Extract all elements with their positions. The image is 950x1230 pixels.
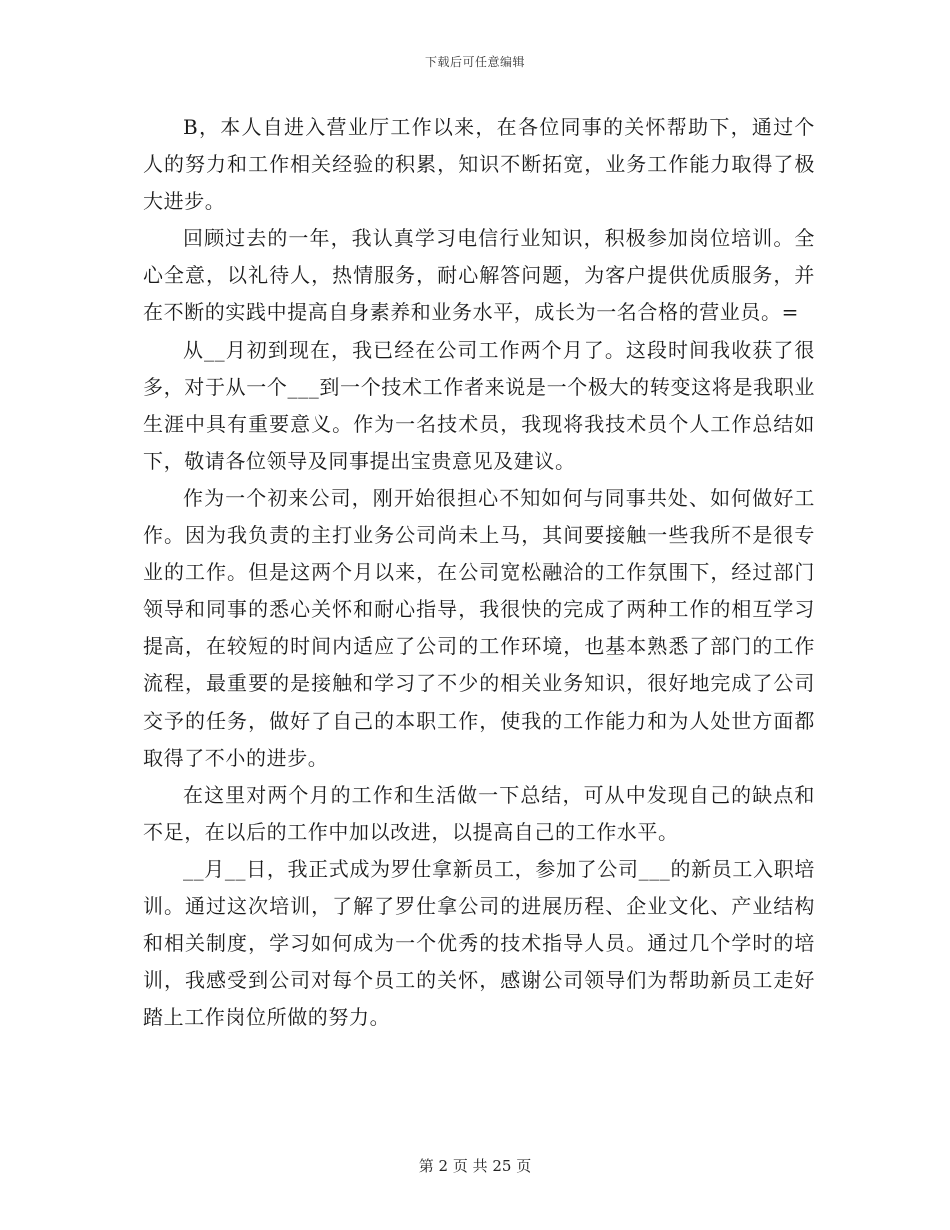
paragraph-5: 在这里对两个月的工作和生活做一下总结，可从中发现自己的缺点和不足，在以后的工作中加以改进，以提高自己的工作水平。 bbox=[143, 782, 815, 844]
paragraph-1: B，本人自进入营业厅工作以来，在各位同事的关怀帮助下，通过个人的努力和工作相关经验的积累，知识不断拓宽，业务工作能力取得了极大进步。 bbox=[143, 115, 815, 214]
page-number-indicator: 第 2 页 共 25 页 bbox=[418, 1157, 532, 1175]
paragraph-6: __月__日，我正式成为罗仕拿新员工，参加了公司___的新员工入职培训。通过这次培训，了解了罗仕拿公司的进展历程、企业文化、产业结构和相关制度，学习如何成为一个优秀的技术指导人员。通过几个学时的培训，我感受到公司对每个员工的关怀，感谢公司领导们为帮助新员工走好踏上工作岗位所做的努力。 bbox=[143, 856, 815, 1030]
document-body bbox=[143, 109, 815, 1036]
paragraph-2: 回顾过去的一年，我认真学习电信行业知识，积极参加岗位培训。全心全意，以礼待人，热情服务，耐心解答问题，为客户提供优质服务，并在不断的实践中提高自身素养和业务水平，成长为一名合格的营业员。= bbox=[143, 226, 815, 325]
paragraph-4: 作为一个初来公司，刚开始很担心不知如何与同事共处、如何做好工作。因为我负责的主打业务公司尚未上马，其间要接触一些我所不是很专业的工作。但是这两个月以来，在公司宽松融洽的工作氛围下，经过部门领导和同事的悉心关怀和耐心指导，我很快的完成了两种工作的相互学习提高，在较短的时间内适应了公司的工作环境，也基本熟悉了部门的工作流程，最重要的是接触和学习了不少的相关业务知识，很好地完成了公司交予的任务，做好了自己的本职工作，使我的工作能力和为人处世方面都取得了不小的进步。 bbox=[143, 485, 815, 770]
paragraph-3: 从__月初到现在，我已经在公司工作两个月了。这段时间我收获了很多，对于从一个___到一个技术工作者来说是一个极大的转变这将是我职业生涯中具有重要意义。作为一名技术员，我现将我技术员个人工作总结如下，敬请各位领导及同事提出宝贵意见及建议。 bbox=[143, 337, 815, 473]
page-header-note: 下载后可任意编辑 bbox=[424, 55, 525, 69]
